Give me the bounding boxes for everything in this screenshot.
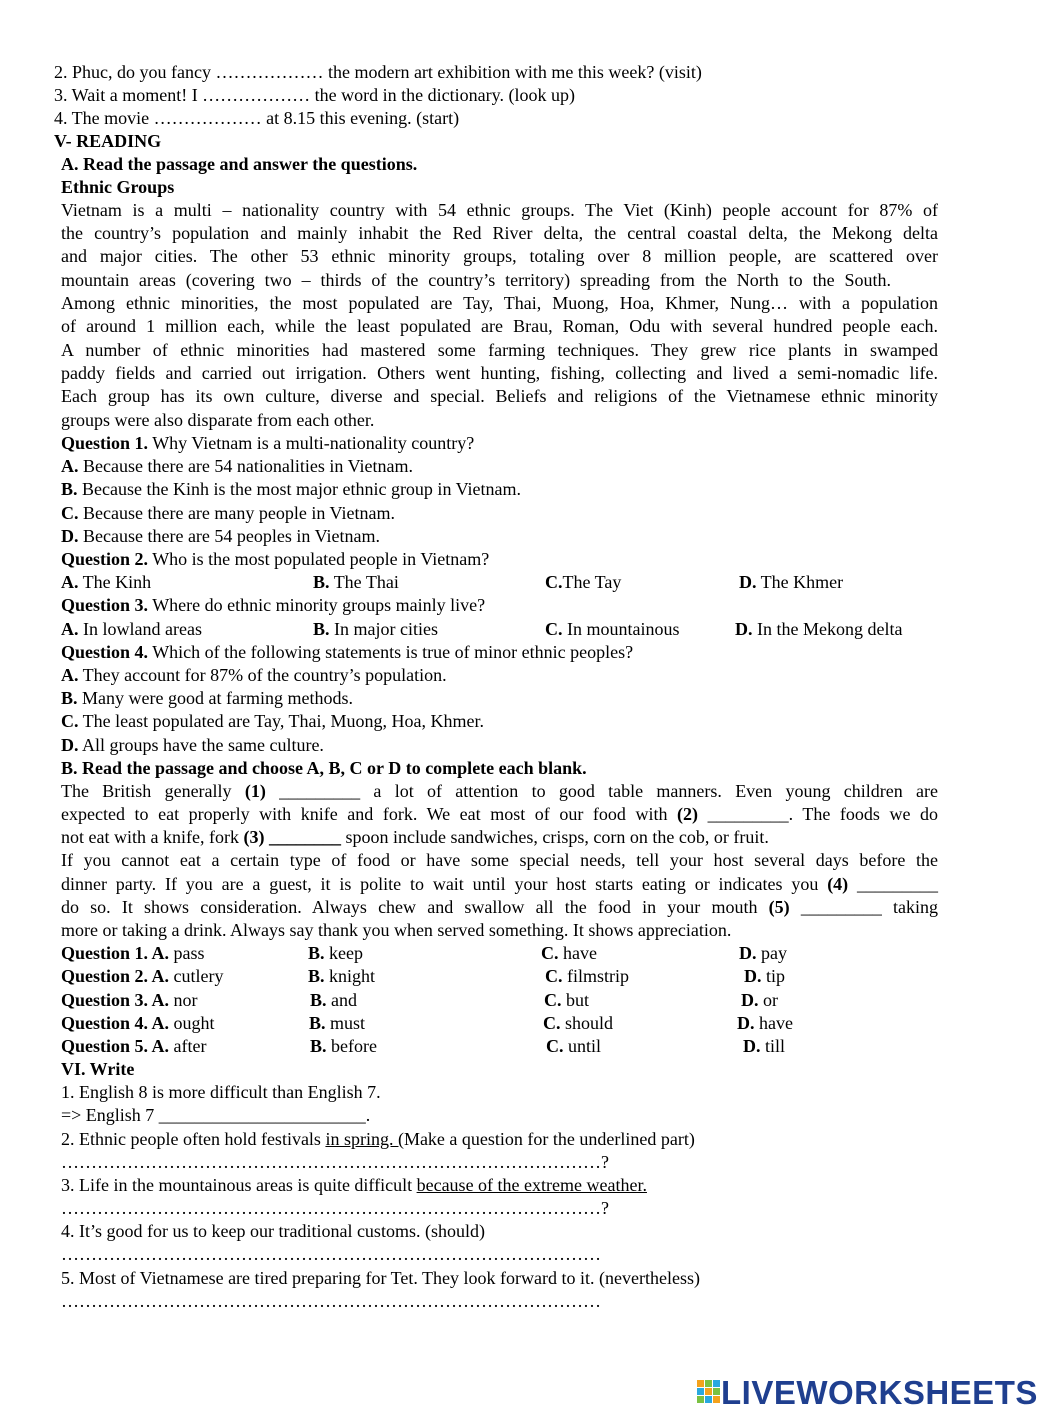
cloze-line: do so. It shows consideration. Always chew and swallow all the food in your mouth (5) _________ taking: [61, 897, 938, 917]
grammar-item-2: 2. Phuc, do you fancy ……………… the modern art exhibition with me this week? (visit): [54, 62, 702, 82]
write-answer-4[interactable]: ………………………………………………………………………………: [61, 1244, 601, 1264]
option-d[interactable]: D. Because there are 54 peoples in Vietnam.: [61, 526, 380, 546]
option-d[interactable]: D. have: [737, 1013, 793, 1033]
mc-row-4: Question 4. A. ought: [61, 1013, 215, 1033]
cloze-line: not eat with a knife, fork (3) ________ spoon include sandwiches, crisps, corn on the cob, or fruit.: [61, 827, 769, 847]
cloze-line: The British generally (1) _________ a lot of attention to good table manners. Even young children are: [61, 781, 938, 801]
write-answer-3[interactable]: ………………………………………………………………………………?: [61, 1198, 609, 1218]
write-item-3: 3. Life in the mountainous areas is quite difficult because of the extreme weather.: [61, 1175, 647, 1195]
write-item-1: 1. English 8 is more difficult than English 7.: [61, 1082, 381, 1102]
cloze-line: dinner party. If you are a guest, it is polite to wait until your host starts eating or indicates you (4) _________: [61, 874, 939, 894]
option-a[interactable]: A. In lowland areas: [61, 619, 202, 639]
brand-text: LIVEWORKSHEETS: [721, 1374, 1038, 1411]
option-a[interactable]: A. Because there are 54 nationalities in Vietnam.: [61, 456, 413, 476]
passage-line: the country’s population and mainly inhabit the Red River delta, the central coastal delta, the Mekong delta: [61, 223, 938, 243]
option-a[interactable]: after: [169, 1036, 207, 1056]
option-b[interactable]: B. and: [310, 990, 358, 1010]
option-d[interactable]: D. The Khmer: [739, 572, 844, 592]
passage-line: mountain areas (covering two – thirds of the country’s territory) spreading from the North to the South.: [61, 270, 891, 290]
passage-line: A number of ethnic minorities had mastered some farming techniques. They grew rice plants in swamped: [61, 340, 938, 360]
mc-row-5: Question 5. A. after: [61, 1036, 207, 1056]
passage-line: and major cities. The other 53 ethnic minority groups, totaling over 8 million people, are scattered over: [61, 246, 938, 266]
passage-line: Each group has its own culture, diverse and special. Beliefs and religions of the Vietnamese ethnic minority: [61, 386, 938, 406]
option-d[interactable]: D. All groups have the same culture.: [61, 735, 324, 755]
grammar-item-4: 4. The movie ……………… at 8.15 this evening. (start): [54, 108, 460, 128]
passage-line: Among ethnic minorities, the most populated are Tay, Thai, Muong, Hoa, Khmer, Nung… with a population: [61, 293, 938, 313]
option-c[interactable]: C. have: [541, 943, 597, 963]
cloze-line: expected to eat properly with knife and fork. We eat most of our food with (2) _________. The foods we do: [61, 804, 938, 824]
option-c[interactable]: C. The least populated are Tay, Thai, Muong, Hoa, Khmer.: [61, 711, 484, 731]
option-c[interactable]: C. In mountainous: [545, 619, 680, 639]
option-a[interactable]: nor: [169, 990, 198, 1010]
option-b[interactable]: B. The Thai: [313, 572, 399, 592]
option-a[interactable]: pass: [169, 943, 205, 963]
option-c[interactable]: C. filmstrip: [545, 966, 629, 986]
question-text: Why Vietnam is a multi-nationality country?: [148, 433, 475, 453]
option-b[interactable]: B. In major cities: [313, 619, 438, 639]
blank-2[interactable]: (2): [677, 804, 699, 824]
question-2: [61, 548, 489, 571]
reading-heading: V- READING: [54, 131, 162, 151]
option-d[interactable]: D. or: [741, 990, 778, 1010]
option-a[interactable]: A. The Kinh: [61, 572, 152, 592]
mc-row-1: Question 1. A. pass: [61, 943, 205, 963]
option-a[interactable]: A. They account for 87% of the country’s population.: [61, 665, 447, 685]
option-b[interactable]: B. Because the Kinh is the most major ethnic group in Vietnam.: [61, 479, 522, 499]
option-d[interactable]: D. In the Mekong delta: [735, 619, 903, 639]
option-c[interactable]: C. Because there are many people in Vietnam.: [61, 503, 395, 523]
part-b-instruction: B. Read the passage and choose A, B, C or D to complete each blank.: [61, 758, 587, 778]
question-label: Question 4.: [61, 642, 149, 662]
blank-4[interactable]: (4): [827, 874, 849, 894]
mc-row-3: Question 3. A. nor: [61, 990, 198, 1010]
option-c[interactable]: C. should: [543, 1013, 614, 1033]
blank-3[interactable]: (3) ________: [243, 827, 341, 847]
passage-title: Ethnic Groups: [61, 177, 175, 197]
write-answer-5[interactable]: ………………………………………………………………………………: [61, 1291, 601, 1311]
blank-1[interactable]: (1): [244, 781, 266, 801]
write-item-4: 4. It’s good for us to keep our traditional customs. (should): [61, 1221, 485, 1241]
grammar-item-3: 3. Wait a moment! I ……………… the word in the dictionary. (look up): [54, 85, 575, 105]
question-4: [61, 641, 633, 664]
question-text: Who is the most populated people in Vietnam?: [148, 549, 490, 569]
cloze-line: If you cannot eat a certain type of food or have some special needs, tell your host several days before the: [61, 850, 938, 870]
passage-line: paddy fields and carried out irrigation. Others went hunting, fishing, collecting and lived a semi-nomadic life.: [61, 363, 938, 383]
write-item-2: 2. Ethnic people often hold festivals in spring. (Make a question for the underlined part): [61, 1129, 695, 1149]
mc-row-2: Question 2. A. cutlery: [61, 966, 224, 986]
question-text: Where do ethnic minority groups mainly live?: [148, 595, 486, 615]
question-label: Question 1.: [61, 433, 149, 453]
option-c[interactable]: C. until: [546, 1036, 602, 1056]
option-b[interactable]: B. keep: [308, 943, 363, 963]
write-answer-1[interactable]: => English 7 _______________________.: [61, 1105, 371, 1125]
question-text: Which of the following statements is true of minor ethnic peoples?: [148, 642, 634, 662]
liveworksheets-logo[interactable]: [697, 1373, 1038, 1413]
passage-line: of around 1 million each, while the least populated are Brau, Roman, Odu with several hundred people each.: [61, 316, 938, 336]
option-d[interactable]: D. pay: [739, 943, 787, 963]
write-heading: VI. Write: [61, 1059, 135, 1079]
option-c[interactable]: C.The Tay: [545, 572, 622, 592]
option-c[interactable]: C. but: [544, 990, 590, 1010]
blank-5[interactable]: (5): [768, 897, 790, 917]
option-a[interactable]: ought: [169, 1013, 215, 1033]
passage-line: groups were also disparate from each other.: [61, 410, 375, 430]
liveworksheets-icon: [697, 1378, 721, 1408]
option-b[interactable]: B. knight: [308, 966, 376, 986]
question-1: [61, 432, 474, 455]
write-item-5: 5. Most of Vietnamese are tired preparing for Tet. They look forward to it. (nevertheless): [61, 1268, 700, 1288]
question-label: Question 3.: [61, 595, 149, 615]
question-label: Question 2.: [61, 549, 149, 569]
question-3: [61, 594, 485, 617]
option-a[interactable]: cutlery: [169, 966, 224, 986]
option-d[interactable]: D. till: [743, 1036, 786, 1056]
option-b[interactable]: B. must: [309, 1013, 366, 1033]
option-b[interactable]: B. Many were good at farming methods.: [61, 688, 353, 708]
write-answer-2[interactable]: ………………………………………………………………………………?: [61, 1152, 609, 1172]
option-d[interactable]: D. tip: [744, 966, 786, 986]
option-b[interactable]: B. before: [310, 1036, 377, 1056]
cloze-line: more or taking a drink. Always say thank you when served something. It shows appreciation.: [61, 920, 732, 940]
passage-line: Vietnam is a multi – nationality country with 54 ethnic groups. The Viet (Kinh) people account for 87% of: [61, 200, 938, 220]
part-a-instruction: A. Read the passage and answer the questions.: [61, 154, 418, 174]
